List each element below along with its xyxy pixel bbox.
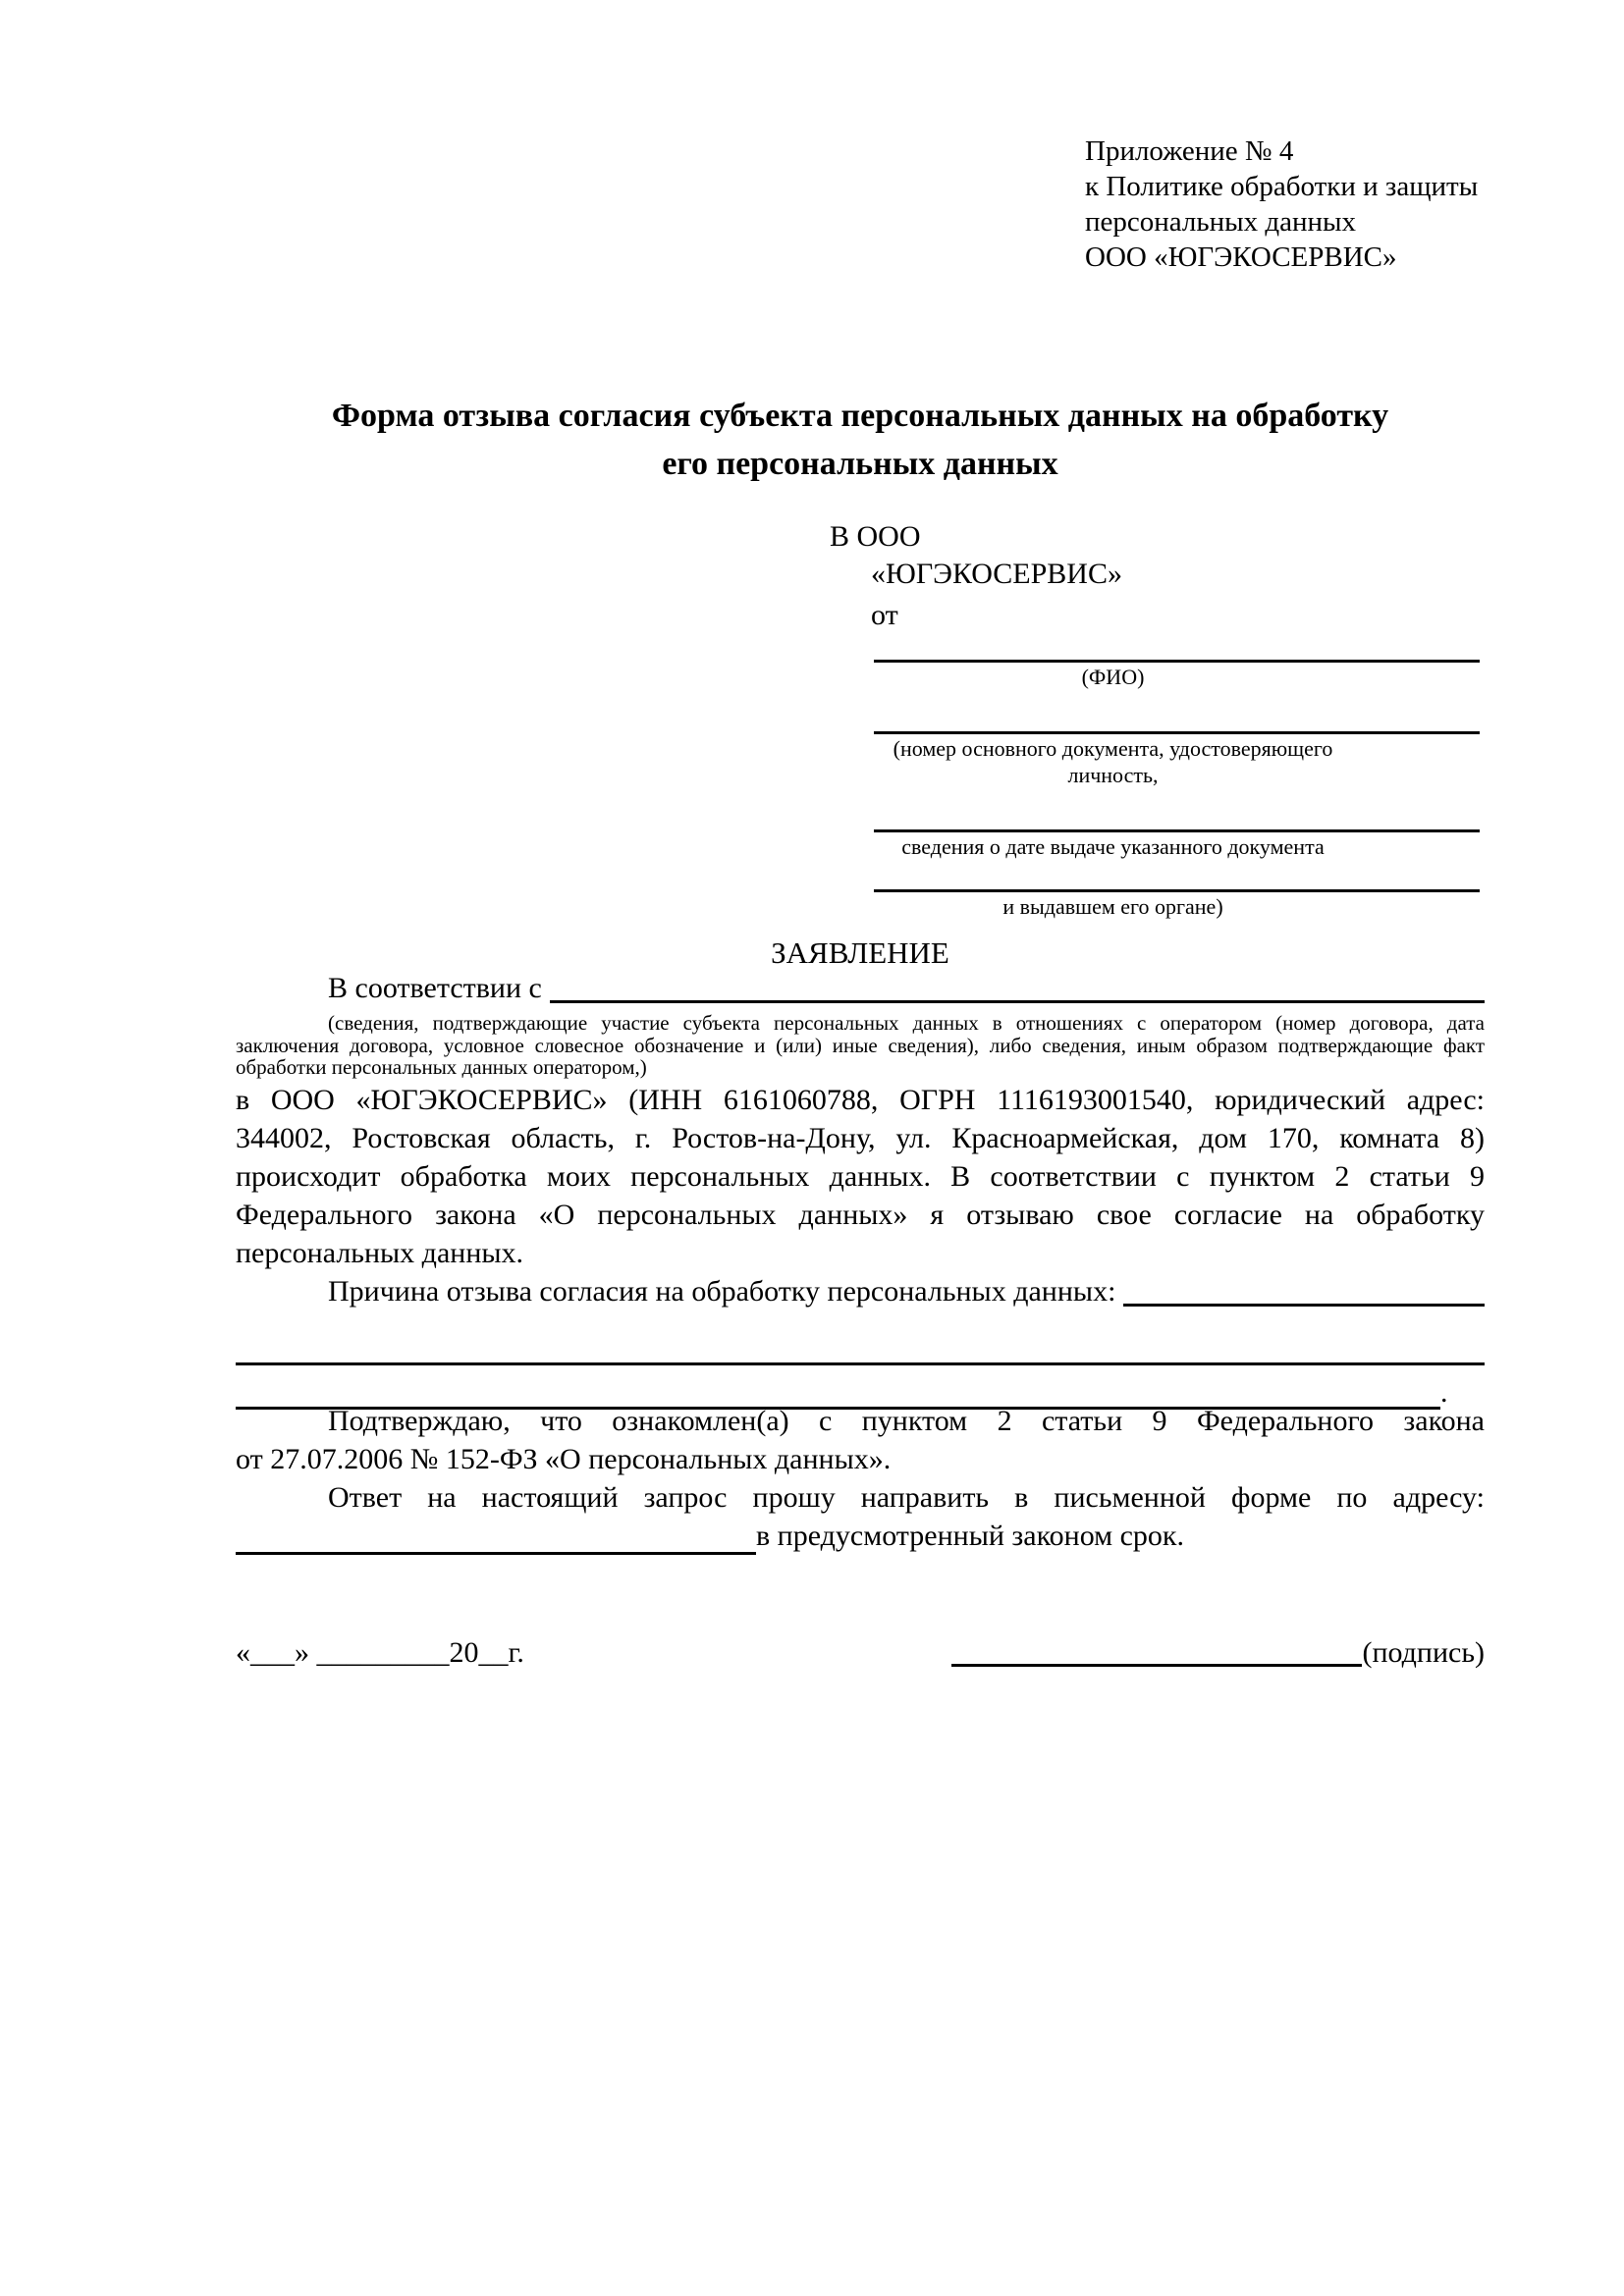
fio-caption: (ФИО) bbox=[1081, 665, 1145, 689]
main-paragraph-line: 344002, Ростовская область, г. Ростов-на-Дону, ул. Красноармейская, дом 170, комната 8) bbox=[236, 1122, 1485, 1154]
reason-blank-line[interactable] bbox=[1123, 1273, 1485, 1307]
main-paragraph bbox=[236, 1081, 1485, 1272]
reply-request-line: Ответ на настоящий запрос прошу направить в письменной форме по адресу: bbox=[328, 1481, 1485, 1514]
fio-field bbox=[874, 660, 1480, 690]
small-print-note bbox=[236, 1012, 1485, 1079]
issue-date-field bbox=[874, 829, 1480, 860]
signature-row bbox=[236, 1633, 1485, 1673]
title-line-2: его персональных данных bbox=[662, 446, 1058, 482]
accordance-blank-line[interactable] bbox=[550, 970, 1485, 1003]
small-print-line: заключения договора, условное словесное обозначение и (или) иные сведения), либо сведения, иным образом подтверждающие факт bbox=[236, 1033, 1485, 1057]
issuing-authority-blank-line[interactable] bbox=[874, 889, 1480, 892]
confirm-paragraph bbox=[236, 1402, 1485, 1478]
main-paragraph-line: происходит обработка моих персональных данных. В соответствии с пунктом 2 статьи 9 bbox=[236, 1160, 1485, 1193]
reply-suffix: в предусмотренный законом срок. bbox=[756, 1520, 1184, 1552]
reason-row bbox=[236, 1273, 1485, 1310]
main-paragraph-line: персональных данных. bbox=[236, 1237, 524, 1269]
document-title bbox=[236, 392, 1485, 488]
document-number-caption: (номер основного документа, удостоверяющего личность, bbox=[893, 736, 1333, 787]
small-print-line: (сведения, подтверждающие участие субъекта персональных данных в отношениях с оператором (номер договора, дата bbox=[328, 1011, 1485, 1035]
confirm-paragraph-line: Подтверждаю, что ознакомлен(а) с пунктом 2 статьи 9 Федерального закона bbox=[328, 1405, 1485, 1437]
addressee-block bbox=[830, 518, 1480, 920]
address-blank-line[interactable] bbox=[236, 1517, 756, 1555]
small-print-line: обработки персональных данных оператором,) bbox=[236, 1055, 647, 1079]
reply-paragraph bbox=[236, 1478, 1485, 1555]
document-number-field bbox=[874, 731, 1480, 788]
appendix-header-line: к Политике обработки и защиты bbox=[1085, 171, 1479, 202]
signature-caption: (подпись) bbox=[1362, 1636, 1485, 1669]
appendix-header-line: Приложение № 4 bbox=[1085, 135, 1294, 167]
issue-date-blank-line[interactable] bbox=[874, 829, 1480, 832]
addressee-org: «ЮГЭКОСЕРВИС» bbox=[871, 558, 1122, 590]
issuing-authority-caption: и выдавшем его органе) bbox=[1002, 894, 1223, 919]
appendix-header-line: персональных данных bbox=[1085, 206, 1357, 238]
appendix-header bbox=[1085, 133, 1478, 275]
statement-heading: ЗАЯВЛЕНИЕ bbox=[771, 935, 949, 970]
title-line-1: Форма отзыва согласия субъекта персональных данных на обработку bbox=[331, 398, 1389, 434]
accordance-label: В соответствии с bbox=[328, 972, 542, 1004]
addressee-from: от bbox=[871, 599, 898, 631]
date-blank[interactable]: «___» _________20__г. bbox=[236, 1636, 524, 1669]
issue-date-caption: сведения о дате выдаче указанного документа bbox=[901, 834, 1325, 859]
signature-blank-line[interactable] bbox=[951, 1634, 1362, 1667]
confirm-paragraph-line: от 27.07.2006 № 152-ФЗ «О персональных данных». bbox=[236, 1443, 892, 1475]
addressee-to: В ООО bbox=[830, 520, 921, 553]
reply-address-row bbox=[236, 1517, 1485, 1555]
reason-label: Причина отзыва согласия на обработку персональных данных: bbox=[328, 1275, 1116, 1308]
reason-blank-line-2[interactable] bbox=[236, 1362, 1485, 1365]
appendix-header-line: ООО «ЮГЭКОСЕРВИС» bbox=[1085, 241, 1397, 273]
issuing-authority-field bbox=[874, 889, 1480, 920]
accordance-row bbox=[236, 970, 1485, 1007]
reason-period: . bbox=[1440, 1376, 1448, 1409]
fio-blank-line[interactable] bbox=[874, 660, 1480, 663]
document-number-blank-line[interactable] bbox=[874, 731, 1480, 734]
signature-area bbox=[951, 1633, 1485, 1673]
main-paragraph-line: в ООО «ЮГЭКОСЕРВИС» (ИНН 6161060788, ОГРН 1116193001540, юридический адрес: bbox=[236, 1084, 1485, 1116]
main-paragraph-line: Федерального закона «О персональных данных» я отзываю свое согласие на обработку bbox=[236, 1199, 1485, 1231]
